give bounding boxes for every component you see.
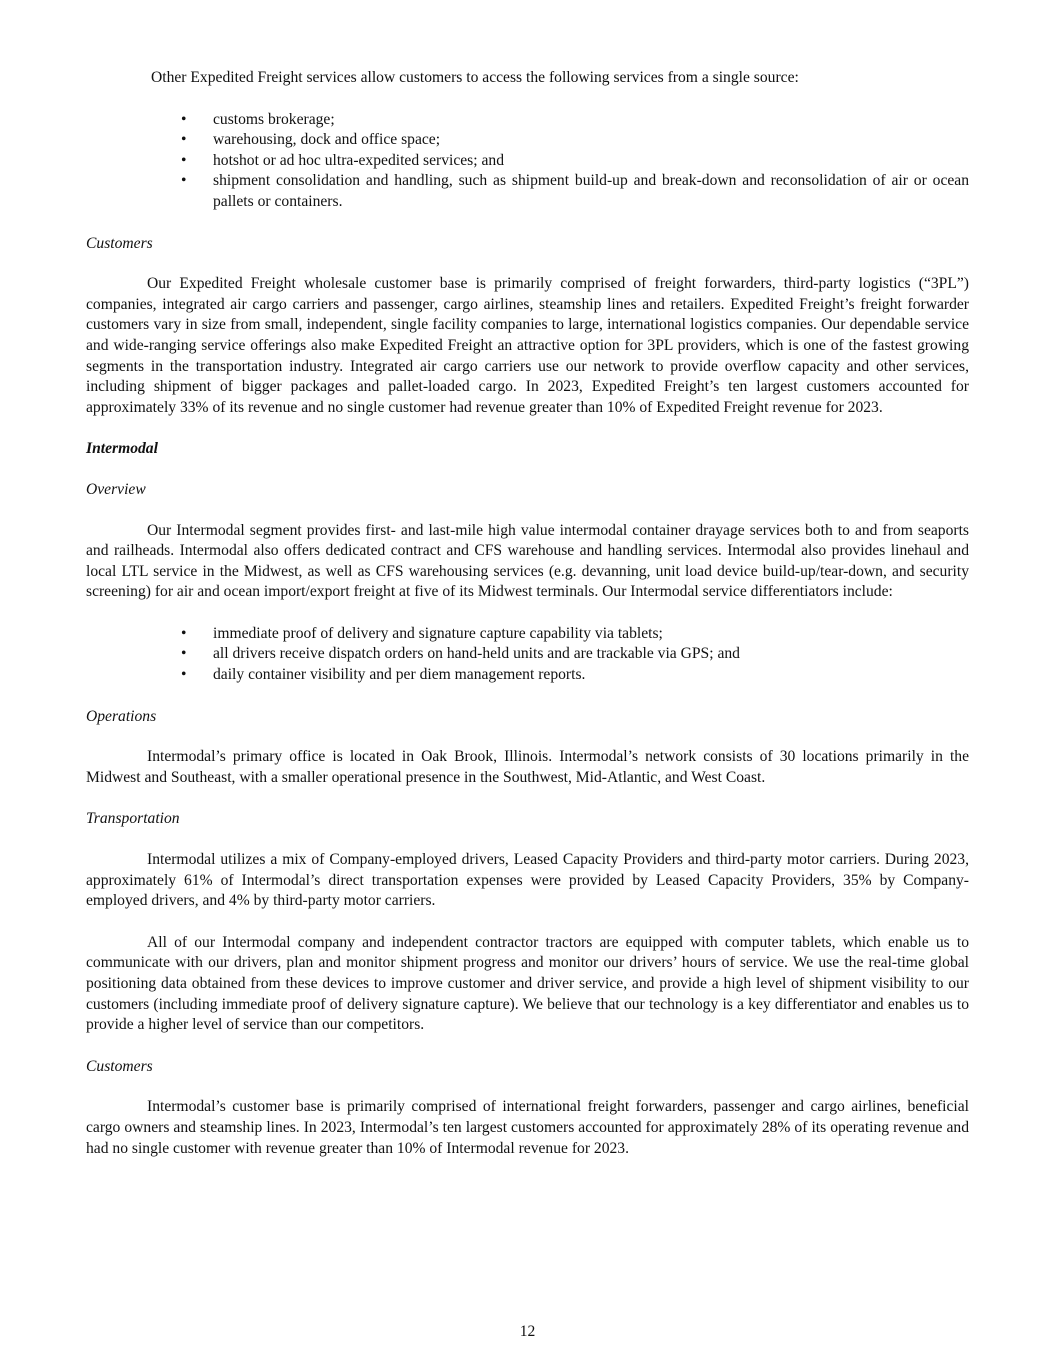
ef-customers-heading: Customers [86, 234, 153, 252]
intro-paragraph: Other Expedited Freight services allow customers to access the following services from a single source: [151, 69, 799, 86]
bullet-icon: • [181, 110, 187, 128]
transportation-paragraph-1: Intermodal utilizes a mix of Company-employed drivers, Leased Capacity Providers and third-party motor carriers. During 2023, approximately 61% of Intermodal’s direct transportation expenses were provided by Leased Capacity Providers, 35% by Company-employed drivers, and 4% by third-party motor carriers. [86, 851, 969, 910]
services-bullet-list [86, 110, 969, 213]
bullet-icon: • [181, 666, 187, 684]
overview-paragraph: Our Intermodal segment provides first- and last-mile high value intermodal container drayage services both to and from seaports and railheads. Intermodal also offers dedicated contract and CFS warehouse and handling services. Intermodal also provides linehaul and local LTL service in the Midwest, as well as CFS warehousing services (e.g. devanning, unit load device build-up/tear-down, and security screening) for air and ocean import/export freight at five of its Midwest terminals. Our Intermodal service differentiators include: [86, 521, 969, 601]
bullet-icon: • [181, 624, 187, 642]
ef-customers-paragraph: Our Expedited Freight wholesale customer base is primarily comprised of freight forwarders, third-party logistics (“3PL”) companies, integrated air cargo carriers and passenger, cargo airlines, steamship lines and retailers. Expedited Freight’s freight forwarder customers vary in size from small, independent, single facility companies to large, international logistics companies. Our dependable service and wide-ranging service offerings also make Expedited Freight an attractive option for 3PL providers, which is one of the fastest growing segments in the transportation industry. Integrated air cargo carriers use our network to provide overflow capacity and other services, including shipment of bigger packages and pallet-loaded cargo. In 2023, Expedited Freight’s ten largest customers accounted for approximately 33% of its revenue and no single customer had revenue greater than 10% of Expedited Freight revenue for 2023. [86, 275, 969, 416]
transportation-paragraph-2: All of our Intermodal company and independent contractor tractors are equipped with computer tablets, which enable us to communicate with our drivers, plan and monitor shipment progress and monitor our drivers’ hours of service. We use the real-time global positioning data obtained from these devices to improve customer and driver service, and provide a high level of shipment visibility to our customers (including immediate proof of delivery signature capture). We believe that our technology is a key differentiator and enables us to provide a higher level of service than our competitors. [86, 933, 969, 1034]
differentiators-bullet-list [86, 624, 969, 686]
bullet-icon: • [181, 131, 187, 149]
operations-heading: Operations [86, 707, 157, 725]
list-item: • immediate proof of delivery and signature capture capability via tablets; [86, 624, 969, 645]
list-item: • shipment consolidation and handling, such as shipment build-up and break-down and reconsolidation of air or ocean pallets or containers. [181, 172, 969, 210]
bullet-icon: • [181, 172, 187, 190]
list-item: • warehousing, dock and office space; [86, 130, 969, 151]
intermodal-customers-paragraph: Intermodal’s customer base is primarily comprised of international freight forwarders, passenger and cargo airlines, beneficial cargo owners and steamship lines. In 2023, Intermodal’s ten largest customers accounted for approximately 28% of its operating revenue and had no single customer with revenue greater than 10% of Intermodal revenue for 2023. [86, 1098, 969, 1157]
document-page [86, 68, 969, 1159]
overview-heading: Overview [86, 480, 146, 498]
list-item: • daily container visibility and per diem management reports. [86, 665, 969, 686]
intermodal-heading: Intermodal [86, 440, 158, 458]
transportation-heading: Transportation [86, 810, 180, 828]
bullet-icon: • [181, 645, 187, 663]
list-item: • customs brokerage; [86, 110, 969, 131]
page-number: 12 [519, 1323, 536, 1340]
list-item: • hotshot or ad hoc ultra-expedited services; and [86, 151, 969, 172]
operations-paragraph: Intermodal’s primary office is located in Oak Brook, Illinois. Intermodal’s network consists of 30 locations primarily in the Midwest and Southeast, with a smaller operational presence in the Southwest, Mid-Atlantic, and West Coast. [86, 748, 969, 786]
list-item: • all drivers receive dispatch orders on hand-held units and are trackable via GPS; and [86, 644, 969, 665]
bullet-icon: • [181, 151, 187, 169]
intermodal-customers-heading: Customers [86, 1057, 153, 1075]
